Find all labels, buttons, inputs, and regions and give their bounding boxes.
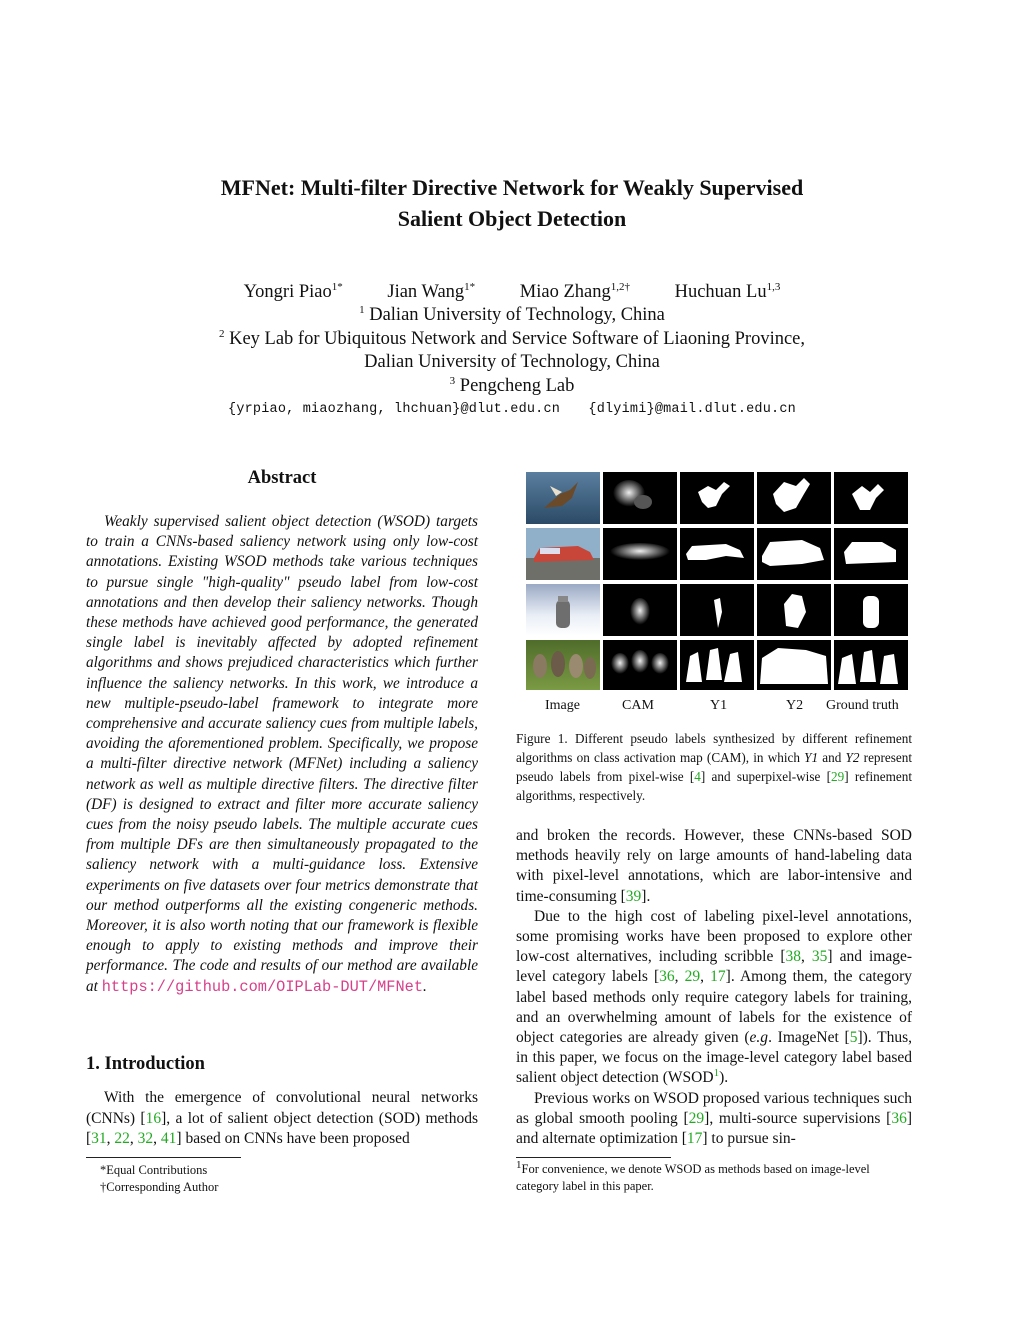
figure-label: Image — [545, 698, 580, 713]
author-list — [0, 282, 1024, 303]
paper-title — [0, 172, 1024, 234]
abstract-heading: Abstract — [247, 468, 317, 488]
figure-label: Ground truth — [826, 698, 899, 713]
right-column-body — [516, 826, 912, 1149]
text: ], a lot of salient object detection (SOD) methods [ — [86, 1109, 479, 1147]
emails — [0, 402, 1024, 417]
figure-label: Y1 — [710, 698, 728, 713]
footnote-rule — [86, 1157, 241, 1158]
figure-row-2 — [526, 528, 908, 580]
footnote-rule — [516, 1157, 671, 1158]
author-name: Jian Wang — [387, 282, 465, 302]
text: ] to pursue sin- — [702, 1130, 796, 1148]
text: ]). Thus, in this paper, we focus on the image-level category label based salient object detection (WSOD — [516, 1029, 912, 1087]
citation-link[interactable]: 5 — [849, 1029, 858, 1047]
footnote-marker[interactable]: 1 — [713, 1067, 720, 1080]
abstract-end: . — [423, 977, 427, 995]
citation-link[interactable]: 38 — [785, 948, 802, 966]
figure-row-3 — [526, 584, 908, 636]
footnote: *Equal Contributions — [100, 1163, 208, 1177]
figure-row-1 — [526, 472, 908, 524]
affiliation-text: Pengcheng Lab — [459, 376, 575, 396]
affiliation-text: Key Lab for Ubiquitous Network and Service Software of Liaoning Province, — [229, 329, 806, 349]
intro-paragraph: With the emergence of convolutional neural networks (CNNs) [16], a lot of salient object detection (SOD) methods [31, 22, 32, 41] based on CNNs have been proposed — [86, 1089, 479, 1147]
text: represent pseudo labels from pixel-wise [ — [516, 750, 913, 784]
code-link[interactable]: https://github.com/OIPLab-DUT/MFNet — [101, 977, 424, 996]
author-sup: 1* — [464, 280, 476, 293]
citation-link[interactable]: 31 — [91, 1130, 107, 1147]
email[interactable]: {dlyimi}@mail.dlut.edu.cn — [588, 402, 796, 417]
citation-link[interactable]: 39 — [625, 887, 642, 905]
author — [675, 282, 781, 303]
affiliation — [0, 305, 1024, 326]
math: Y2 — [845, 750, 860, 765]
text: ] refinement algorithms, respectively. — [516, 769, 912, 803]
text: ] based on CNNs have been proposed — [176, 1130, 410, 1147]
text: Previous works on WSOD proposed various techniques such as global smooth pooling [ — [516, 1089, 912, 1127]
section-heading-introduction: 1. Introduction — [86, 1054, 205, 1074]
figure-grid — [526, 472, 908, 690]
text: e.g — [749, 1029, 769, 1047]
author-sup: 1* — [331, 280, 343, 293]
citation-link[interactable]: 4 — [694, 769, 701, 784]
math: Y1 — [804, 750, 819, 765]
footnote: †Corresponding Author — [100, 1180, 219, 1194]
text: ], multi-source supervisions [ — [704, 1109, 892, 1127]
text: and — [818, 750, 846, 765]
author-name: Miao Zhang — [519, 282, 611, 302]
citation-link[interactable]: 36 — [659, 968, 675, 986]
citation-link[interactable]: 16 — [145, 1109, 162, 1127]
figure-row-4 — [526, 640, 908, 690]
author — [387, 282, 475, 303]
citation-link[interactable]: 29 — [688, 1109, 705, 1127]
citation-link[interactable]: 36 — [891, 1109, 907, 1127]
footnote-text: For convenience, we denote WSOD as methods based on image-level category label in this paper. — [516, 1162, 870, 1193]
affiliation-text: Dalian University of Technology, China — [364, 352, 660, 372]
abstract-body — [86, 512, 478, 997]
citation-link[interactable]: 29 — [684, 968, 701, 986]
citation-link[interactable]: 17 — [686, 1130, 703, 1148]
affiliation-num: 2 — [218, 327, 225, 340]
footnote — [516, 1158, 912, 1195]
affiliation — [0, 376, 1024, 397]
text: and broken the records. However, these CNNs-based SOD methods heavily rely on large amounts of hand-labeling data with pixel-level annotations, which are labor-intensive and time-consuming [ — [516, 827, 912, 905]
text: ). — [719, 1069, 729, 1087]
text: ] and superpixel-wise [ — [700, 769, 832, 784]
citation-link[interactable]: 17 — [710, 968, 726, 986]
paragraph: Due to the high cost of labeling pixel-level annotations, some promising works have been proposed to explore other low-cost alternatives, including scribble [38, 35] and image-level category labels [36, 29, 17]. Among them, the category label based methods only require category labels for training, and an overwhelming amount of labels for the existence of object categories are already given (e.g. ImageNet [5]). Thus, in this paper, we focus on the image-level category label based salient object detection (WSOD$^1$). — [516, 907, 913, 1087]
footnote-num: 1 — [516, 1158, 522, 1171]
author-name: Yongri Piao — [243, 282, 332, 302]
citation-link[interactable]: 32 — [137, 1130, 154, 1147]
text: ] and image-level category labels [ — [516, 948, 913, 986]
title-line-1: MFNet: Multi-filter Directive Network for Weakly Supervised — [220, 175, 804, 200]
text: Due to the high cost of labeling pixel-level annotations, some promising works have been proposed to explore other low-cost alternatives, including scribble [ — [516, 907, 912, 966]
figure-label: Y2 — [786, 698, 804, 713]
paragraph — [516, 826, 912, 907]
citation-link[interactable]: 35 — [811, 948, 828, 966]
text: ]. Among them, the category label based methods only require category labels for training, and an overwhelming amount of labels for the existence of object categories are already given ( — [516, 968, 913, 1047]
citation-link[interactable]: 29 — [831, 769, 845, 784]
author-sup: 1,3 — [766, 280, 781, 293]
text: ]. — [641, 887, 651, 905]
text: ] and alternate optimization [ — [516, 1109, 912, 1148]
affiliation-num: 1 — [359, 303, 365, 316]
text: . ImageNet [ — [768, 1029, 850, 1047]
email[interactable]: {yrpiao, miaozhang, lhchuan}@dlut.edu.cn — [228, 402, 561, 417]
affiliation-num: 3 — [449, 374, 456, 387]
figure-1 — [526, 472, 908, 690]
figure-label: CAM — [622, 698, 654, 713]
affiliation — [0, 329, 1024, 350]
text: Figure 1. Different pseudo labels synthesized by different refinement algorithms on class activation map (CAM), in which — [516, 731, 912, 765]
title-line-2: Salient Object Detection — [397, 206, 627, 231]
citation-link[interactable]: 41 — [160, 1130, 177, 1147]
paragraph — [516, 1089, 912, 1150]
author-name: Huchuan Lu — [674, 282, 767, 302]
author — [244, 282, 343, 303]
citation-link[interactable]: 22 — [114, 1130, 130, 1147]
author-sup: 1,2† — [610, 280, 630, 293]
affiliation-text: Dalian University of Technology, China — [369, 305, 665, 325]
author — [520, 282, 630, 303]
affiliation — [0, 352, 1024, 373]
figure-caption — [516, 729, 912, 805]
text: With the emergence of convolutional neural networks (CNNs) [ — [86, 1089, 478, 1127]
abstract-text: Weakly supervised salient object detection (WSOD) targets to train a CNNs-based saliency network using only low-cost annotations. Existing WSOD methods take various techniques to pursue single "high-quality" pseudo label from low-cost annotations and then develop their saliency networks. Though these methods have achieved good performance, the generated single label is inevitably affected by adopted refinement algorithms and shows prejudiced characteristics which further influence the saliency networks. In this work, we introduce a new multiple-pseudo-label framework to integrate more comprehensive and accurate saliency cues from multiple labels, avoiding the aforementioned problem. Specifically, we propose a multi-filter directive network (MFNet) including a saliency network as well as multiple directive filters. The directive filter (DF) is designed to extract and filter more accurate saliency cues from the noisy pseudo labels. The multiple accurate cues from multiple DFs are then simultaneously propagated to the saliency network with a multi-guidance loss. Extensive experiments on five datasets over four metrics demonstrate that our method outperforms all the existing congeneric methods. Moreover, it is also worth noting that our framework is flexible enough to apply to existing methods and improve their performance. The code and results of our method are available at — [86, 513, 478, 995]
